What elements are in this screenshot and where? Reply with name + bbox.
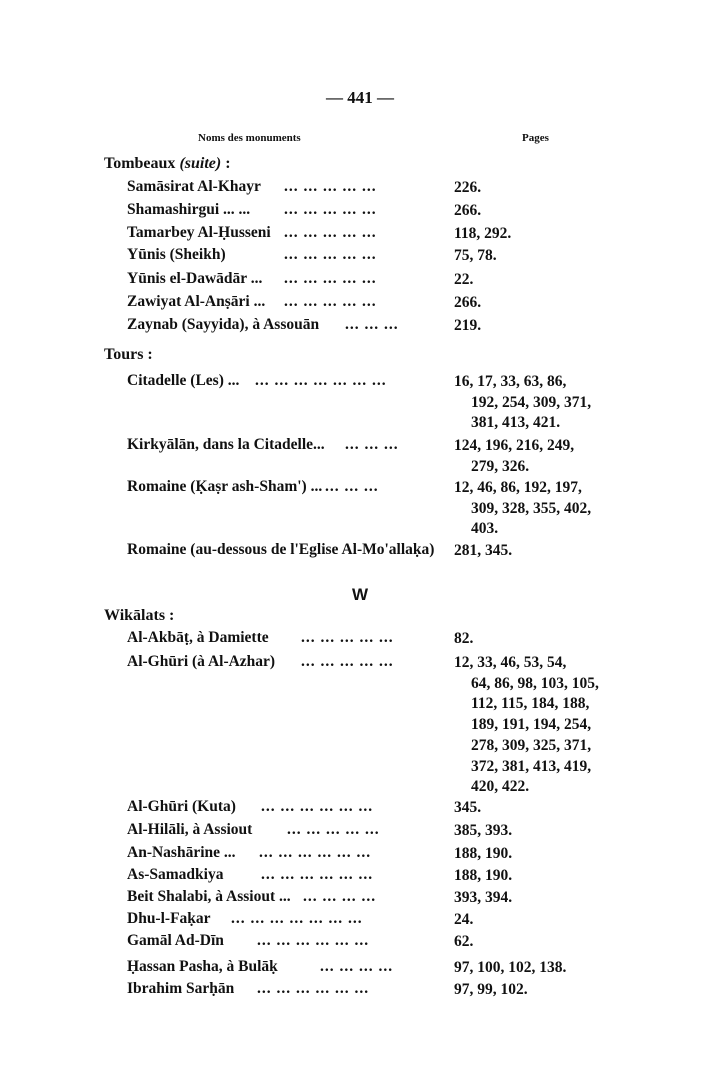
dot-leader: ... ... ... ...	[303, 888, 377, 905]
entry-pages	[454, 629, 644, 650]
entry-name: An-Nashārine ...	[127, 844, 236, 861]
entry-pages	[454, 372, 644, 434]
entry-pages	[454, 798, 644, 819]
entry-pages	[454, 316, 644, 337]
entry-pages	[454, 270, 644, 291]
entry-pages	[454, 224, 644, 245]
dot-leader: ... ... ... ... ... ...	[259, 844, 372, 861]
column-header-pages: Pages	[522, 132, 549, 144]
page-reference-line: 62.	[454, 933, 474, 950]
page-reference-line: 420, 422.	[471, 778, 530, 796]
page-reference-line: 97, 99, 102.	[454, 981, 528, 998]
entry-pages	[454, 436, 644, 477]
entry-pages	[454, 866, 644, 887]
page-reference-line: 219.	[454, 317, 482, 334]
dot-leader: ... ... ... ... ...	[284, 201, 377, 218]
entry-name: Al-Akbāṭ, à Damiette	[127, 629, 269, 646]
page-reference-line: 12, 33, 46, 53, 54,	[454, 654, 567, 671]
entry-pages	[454, 178, 644, 199]
entry-pages	[454, 246, 644, 267]
page-reference-line: 372, 381, 413, 419,	[471, 757, 592, 775]
page-reference-line: 226.	[454, 179, 482, 196]
entry-name: Zaynab (Sayyida), à Assouān	[127, 316, 320, 333]
section-tombeaux-label: Tombeaux	[104, 155, 176, 172]
dot-leader: ... ... ... ... ... ...	[257, 980, 370, 997]
letter-heading-w: W	[351, 585, 369, 604]
page-reference-line: 16, 17, 33, 63, 86,	[454, 373, 567, 390]
dot-leader: ... ... ... ... ... ...	[261, 798, 374, 815]
entry-pages	[454, 541, 644, 562]
section-tombeaux-suite: (suite)	[179, 155, 222, 172]
entry-name: Samāsirat Al-Khayr	[127, 178, 261, 195]
entry-name: Romaine (au-dessous de l'Eglise Al-Mo'allaḳa)	[127, 541, 435, 558]
page-reference-line: 381, 413, 421.	[471, 414, 561, 432]
entry-name: Citadelle (Les) ...	[127, 372, 240, 389]
entry-name: Romaine (Ḳaṣr ash-Sham') ...	[127, 478, 323, 495]
entry-name: Zawiyat Al-Anṣāri ...	[127, 293, 266, 310]
entry-pages	[454, 201, 644, 222]
entry-pages	[454, 844, 644, 865]
entry-name: Al-Ghūri (à Al-Azhar)	[127, 653, 276, 670]
page-reference-line: 345.	[454, 799, 482, 816]
dot-leader: ... ... ... ... ... ...	[261, 866, 374, 883]
entry-name: Tamarbey Al-Ḥusseni	[127, 224, 271, 241]
page-reference-line: 403.	[471, 520, 499, 538]
page-reference-line: 281, 345.	[454, 542, 513, 559]
page-reference-line: 278, 309, 325, 371,	[471, 736, 592, 754]
entry-name: As-Samadkiya	[127, 866, 224, 883]
dot-leader: ... ... ... ... ... ... ...	[231, 910, 363, 927]
page-reference-line: 22.	[454, 271, 474, 288]
entry-pages	[454, 980, 644, 1001]
entry-name: Gamāl Ad-Dīn	[127, 932, 224, 949]
section-heading-tombeaux	[104, 155, 231, 173]
dot-leader: ... ... ... ... ...	[284, 270, 377, 287]
page-reference-line: 82.	[454, 630, 474, 647]
page-reference-line: 266.	[454, 202, 482, 219]
page-reference-line: 188, 190.	[454, 867, 513, 884]
page-reference-line: 24.	[454, 911, 474, 928]
page-reference-line: 309, 328, 355, 402,	[471, 499, 592, 517]
dot-leader: ... ... ...	[325, 478, 379, 495]
page-reference-line: 266.	[454, 294, 482, 311]
dot-leader: ... ... ...	[345, 316, 399, 333]
section-heading-tours: Tours :	[104, 346, 153, 363]
dot-leader: ... ... ... ... ...	[284, 178, 377, 195]
entry-name: Al-Ghūri (Kuta)	[127, 798, 236, 815]
entry-name: Dhu-l-Faḳar	[127, 910, 211, 927]
entry-name: Ibrahim Sarḥān	[127, 980, 235, 997]
page-number: — 441 —	[326, 88, 394, 107]
entry-name: Al-Hilāli, à Assiout	[127, 821, 253, 838]
page-reference-line: 385, 393.	[454, 822, 513, 839]
page-reference-line: 188, 190.	[454, 845, 513, 862]
page-reference-line: 75, 78.	[454, 247, 497, 264]
entry-name: Beit Shalabi, à Assiout ...	[127, 888, 291, 905]
page-reference-line: 124, 196, 216, 249,	[454, 437, 575, 454]
dot-leader: ... ... ... ... ...	[284, 293, 377, 310]
entry-pages	[454, 653, 644, 798]
page-reference-line: 112, 115, 184, 188,	[471, 695, 590, 713]
dot-leader: ... ... ... ... ...	[301, 653, 394, 670]
entry-name: Yūnis el-Dawādār ...	[127, 270, 263, 287]
page-reference-line: 64, 86, 98, 103, 105,	[471, 674, 599, 692]
entry-pages	[454, 888, 644, 909]
entry-pages	[454, 821, 644, 842]
page-reference-line: 192, 254, 309, 371,	[471, 393, 592, 411]
dot-leader: ... ... ... ... ... ... ...	[255, 372, 387, 389]
page-reference-line: 97, 100, 102, 138.	[454, 959, 567, 976]
dot-leader: ... ... ... ... ...	[301, 629, 394, 646]
entry-name: Kirkyālān, dans la Citadelle...	[127, 436, 325, 453]
entry-pages	[454, 958, 644, 979]
entry-name: Yūnis (Sheikh)	[127, 246, 226, 263]
entry-name: Ḥassan Pasha, à Bulāḳ	[127, 958, 278, 975]
column-header-names: Noms des monuments	[198, 132, 301, 144]
page-reference-line: 12, 46, 86, 192, 197,	[454, 479, 582, 496]
entry-name: Shamashirgui ... ...	[127, 201, 251, 218]
dot-leader: ... ... ...	[345, 436, 399, 453]
dot-leader: ... ... ... ... ...	[284, 224, 377, 241]
page-reference-line: 118, 292.	[454, 225, 512, 242]
page-reference-line: 279, 326.	[471, 457, 530, 475]
dot-leader: ... ... ... ... ...	[287, 821, 380, 838]
page-reference-line: 393, 394.	[454, 889, 513, 906]
dot-leader: ... ... ... ... ...	[284, 246, 377, 263]
entry-pages	[454, 293, 644, 314]
entry-pages	[454, 910, 644, 931]
dot-leader: ... ... ... ...	[320, 958, 394, 975]
entry-pages	[454, 478, 644, 540]
section-heading-wikalats: Wikālats :	[104, 607, 175, 624]
entry-pages	[454, 932, 644, 953]
page-reference-line: 189, 191, 194, 254,	[471, 716, 592, 734]
dot-leader: ... ... ... ... ... ...	[257, 932, 370, 949]
section-tombeaux-colon: :	[221, 155, 231, 172]
